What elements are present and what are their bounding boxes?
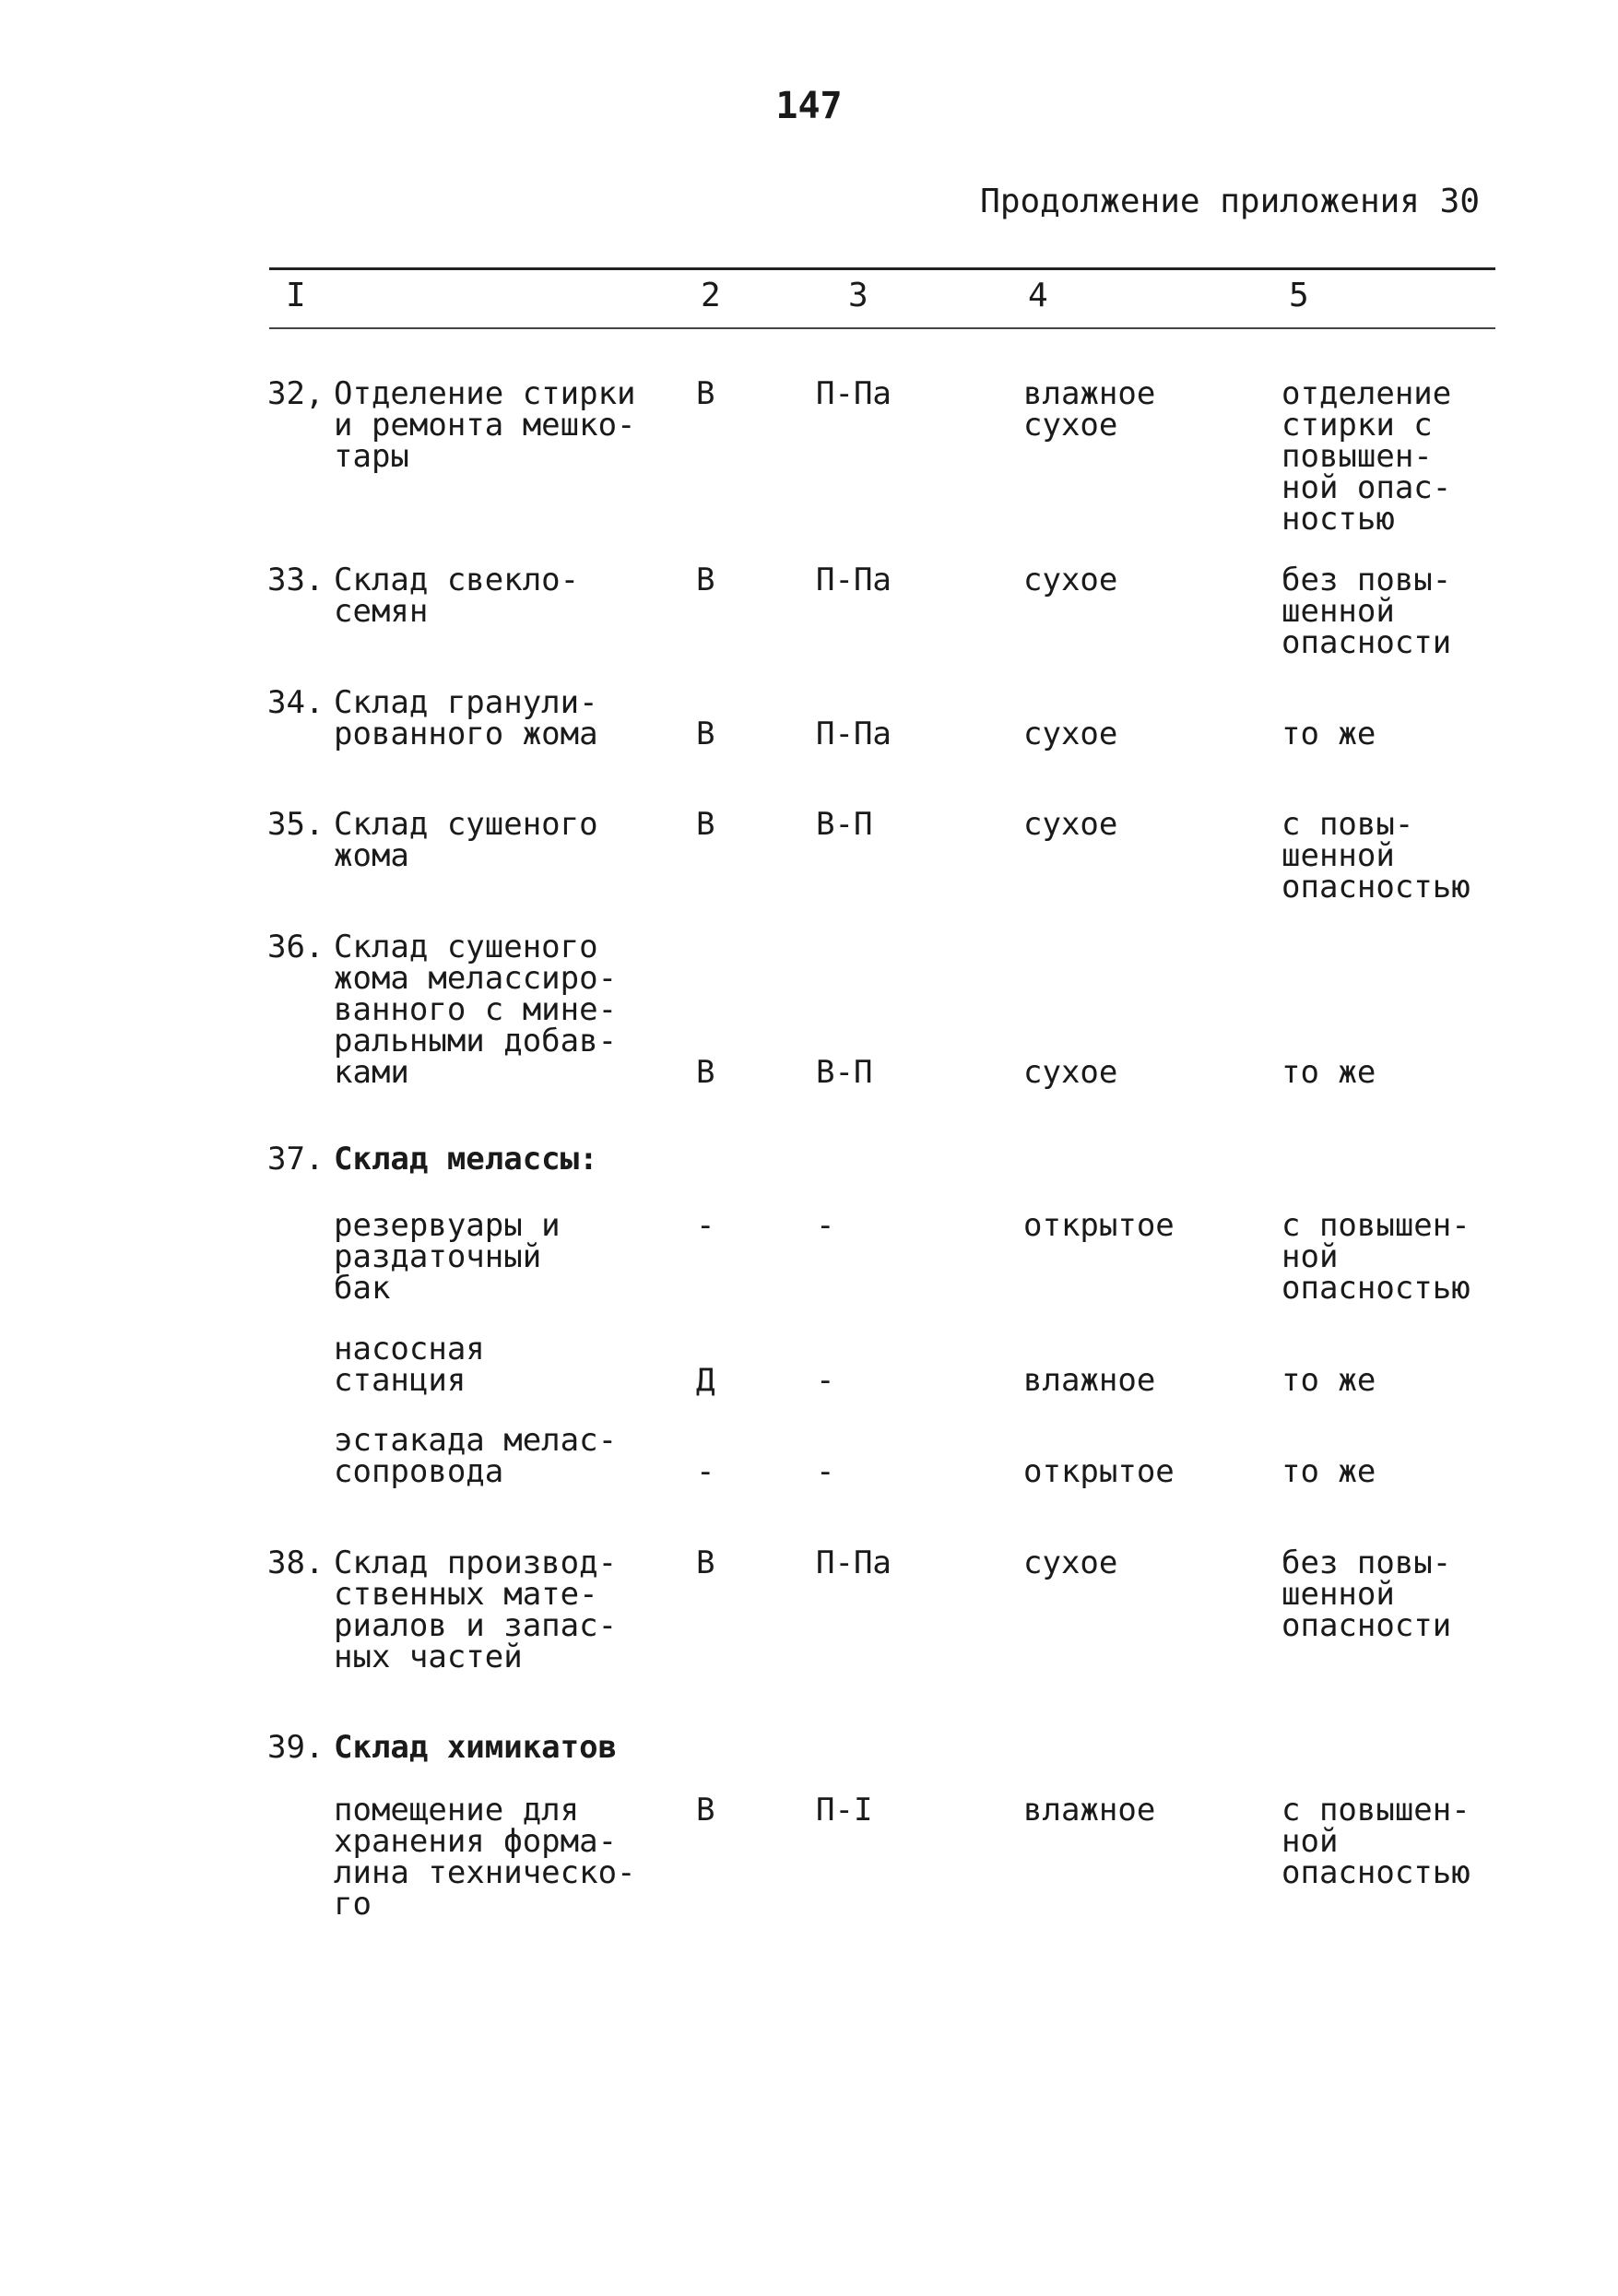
room-name: насосная станция bbox=[334, 1331, 485, 1399]
col-header-1: I bbox=[286, 277, 306, 314]
danger-level: с повы- шенной опасностью bbox=[1281, 806, 1470, 905]
environment: влажное сухое bbox=[1023, 375, 1156, 444]
danger-level: без повы- шенной опасности bbox=[1281, 1544, 1452, 1644]
room-name: Склад свекло- семян bbox=[334, 562, 580, 630]
zone-class: - bbox=[816, 1453, 835, 1490]
room-name: Склад производ- ственных мате- риалов и запас- ных частей bbox=[334, 1544, 618, 1675]
page-number: 147 bbox=[775, 85, 843, 127]
danger-level: то же bbox=[1281, 1453, 1376, 1490]
danger-level: то же bbox=[1281, 1054, 1376, 1091]
danger-level: с повышен- ной опасностью bbox=[1281, 1792, 1470, 1891]
room-name: помещение для хранения форма- лина техническо- го bbox=[334, 1792, 636, 1923]
category: - bbox=[696, 1453, 715, 1490]
zone-class: - bbox=[816, 1362, 835, 1399]
row-number: 35. bbox=[267, 806, 325, 843]
environment: открытое bbox=[1023, 1207, 1175, 1244]
row-number: 38. bbox=[267, 1544, 325, 1581]
col-header-5: 5 bbox=[1289, 277, 1309, 314]
col-header-3: 3 bbox=[848, 277, 868, 314]
danger-level: то же bbox=[1281, 1362, 1376, 1399]
room-name: Отделение стирки и ремонта мешко- тары bbox=[334, 375, 636, 475]
row-number: 34. bbox=[267, 684, 325, 721]
category: В bbox=[696, 1054, 715, 1091]
room-name: Склад сушеного жома мелассиро- ванного с мине- ральными добав- ками bbox=[334, 929, 618, 1091]
environment: влажное bbox=[1023, 1792, 1156, 1829]
zone-class: П-Па bbox=[816, 1544, 892, 1581]
category: В bbox=[696, 1544, 715, 1581]
danger-level: с повышен- ной опасностью bbox=[1281, 1207, 1470, 1307]
category: В bbox=[696, 1792, 715, 1829]
category: - bbox=[696, 1207, 715, 1244]
row-number: 37. bbox=[267, 1141, 325, 1178]
category: В bbox=[696, 375, 715, 412]
row-number: 36. bbox=[267, 929, 325, 965]
zone-class: П-Па bbox=[816, 562, 892, 598]
col-header-2: 2 bbox=[701, 277, 721, 314]
environment: сухое bbox=[1023, 806, 1118, 843]
category: В bbox=[696, 716, 715, 752]
category: В bbox=[696, 806, 715, 843]
row-number: 39. bbox=[267, 1729, 325, 1766]
zone-class: П-Па bbox=[816, 716, 892, 752]
room-name: Склад мелассы: bbox=[334, 1141, 598, 1178]
row-number: 33. bbox=[267, 562, 325, 598]
environment: влажное bbox=[1023, 1362, 1156, 1399]
danger-level: то же bbox=[1281, 716, 1376, 752]
environment: сухое bbox=[1023, 562, 1118, 598]
zone-class: П-Па bbox=[816, 375, 892, 412]
col-header-4: 4 bbox=[1028, 277, 1048, 314]
zone-class: В-П bbox=[816, 1054, 873, 1091]
category: Д bbox=[696, 1362, 715, 1399]
room-name: Склад химикатов bbox=[334, 1729, 618, 1766]
room-name: Склад сушеного жома bbox=[334, 806, 598, 874]
row-number: 32, bbox=[267, 375, 325, 412]
environment: сухое bbox=[1023, 1054, 1118, 1091]
zone-class: - bbox=[816, 1207, 835, 1244]
danger-level: отделение стирки с повышен- ной опас- ностью bbox=[1281, 375, 1452, 538]
environment: сухое bbox=[1023, 716, 1118, 752]
zone-class: П-I bbox=[816, 1792, 873, 1829]
environment: открытое bbox=[1023, 1453, 1175, 1490]
room-name: резервуары и раздаточный бак bbox=[334, 1207, 561, 1307]
danger-level: без повы- шенной опасности bbox=[1281, 562, 1452, 661]
room-name: Склад гранули- рованного жома bbox=[334, 684, 598, 752]
zone-class: В-П bbox=[816, 806, 873, 843]
category: В bbox=[696, 562, 715, 598]
environment: сухое bbox=[1023, 1544, 1118, 1581]
room-name: эстакада мелас- сопровода bbox=[334, 1422, 618, 1490]
continuation-note: Продолжение приложения 30 bbox=[980, 183, 1480, 220]
